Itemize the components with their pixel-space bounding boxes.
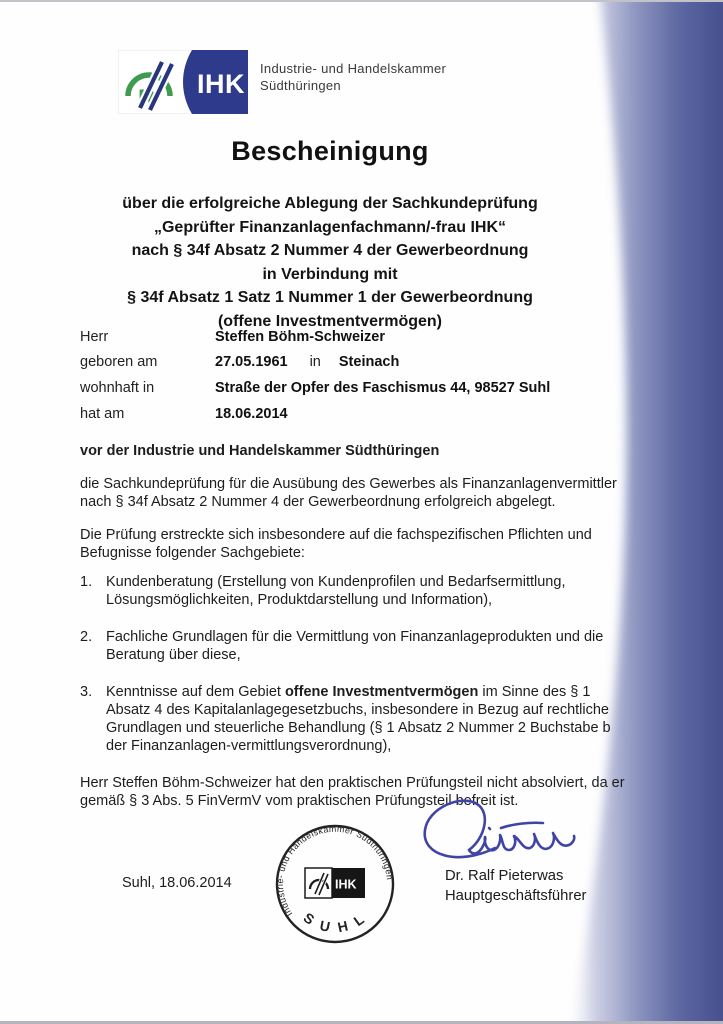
certificate-content	[0, 2, 723, 1024]
stamp-city-text: S U H L	[300, 909, 370, 936]
organization-line2: Südthüringen	[260, 78, 341, 93]
list-text-3-pre: Kenntnisse auf dem Gebiet	[106, 684, 285, 700]
ihk-logo-graphic	[118, 50, 248, 114]
personal-details	[80, 324, 550, 426]
list-item-3	[80, 683, 632, 755]
stamp-graphic	[260, 809, 410, 959]
detail-row-name	[80, 324, 550, 350]
stamp-center-logo	[305, 868, 365, 898]
label-born: geboren am	[80, 354, 158, 371]
paragraph-exam: die Sachkundeprüfung für die Ausübung des Gewerbes als Finanzanlagenvermittler nach § 34f Absatz 2 Nummer 4 der Gewerbeordnung erfolgreich abgelegt.	[80, 476, 617, 510]
subject-line-2: „Geprüfter Finanzanlagenfachmann/-frau IHK“	[153, 218, 507, 236]
certificate-body	[80, 442, 632, 825]
chamber-line: vor der Industrie und Handelskammer Südthüringen	[80, 443, 440, 459]
paragraph-scope: Die Prüfung erstreckte sich insbesondere auf die fachspezifischen Pflichten und Befugnisse folgender Sachgebiete:	[80, 527, 592, 561]
value-birthdate: 27.05.1961	[215, 354, 288, 371]
label-residence: wohnhaft in	[80, 379, 155, 396]
value-name: Steffen Böhm-Schweizer	[215, 328, 385, 345]
label-examdate: hat am	[80, 405, 125, 422]
detail-row-examdate	[80, 401, 550, 427]
list-text-3	[106, 683, 632, 755]
page-title: Bescheinigung	[231, 136, 429, 166]
stamp-ring-text: Industrie- und Handelskammer Südthüringen	[274, 823, 395, 919]
place-and-date: Suhl, 18.06.2014	[122, 875, 232, 891]
value-address: Straße der Opfer des Faschismus 44, 98527 Suhl	[215, 379, 551, 396]
detail-row-birth	[80, 350, 550, 376]
list-number-1: 1.	[80, 574, 93, 590]
organization-line1: Industrie- und Handelskammer	[260, 61, 447, 76]
subject-line-6: (offene Investmentvermögen)	[217, 312, 443, 330]
signer-name: Dr. Ralf Pieterwas	[445, 868, 564, 884]
certificate-subject	[0, 192, 660, 333]
subject-line-1: über die erfolgreiche Ablegung der Sachkundeprüfung	[122, 195, 538, 212]
list-text-3-bold: offene Investmentvermögen	[284, 684, 479, 700]
organization-name	[260, 60, 446, 94]
svg-text:R: R	[138, 85, 156, 112]
subject-line-5: § 34f Absatz 1 Satz 1 Nummer 1 der Gewerbeordnung	[127, 289, 533, 306]
list-text-1: Kundenberatung (Erstellung von Kundenprofilen und Bedarfsermittlung, Lösungsmöglichkeiten, Produktdarstellung und Information),	[106, 574, 566, 608]
ihk-logo	[118, 50, 248, 114]
value-birthplace: Steinach	[338, 354, 400, 371]
label-salutation: Herr	[80, 328, 109, 345]
paragraph-practical: Herr Steffen Böhm-Schweizer hat den praktischen Prüfungsteil nicht absolviert, da er gemäß § 3 Abs. 5 FinVermV vom praktischen Prüfungsteil befreit ist.	[80, 775, 625, 809]
subject-line-3: nach § 34f Absatz 2 Nummer 4 der Gewerbeordnung	[131, 242, 529, 259]
list-item-2	[80, 628, 632, 664]
signer-block	[445, 866, 586, 906]
label-in: in	[309, 354, 321, 371]
ihk-wordmark: IHK	[197, 69, 245, 99]
subject-line-4: in Verbindung mit	[262, 265, 398, 283]
value-examdate: 18.06.2014	[215, 405, 288, 422]
list-number-2: 2.	[80, 629, 93, 645]
list-item-1	[80, 573, 632, 609]
signer-title: Hauptgeschäftsführer	[445, 888, 587, 904]
list-number-3: 3.	[80, 684, 93, 700]
list-text-3-post: im Sinne des § 1 Absatz 4 des Kapitalanlagegesetzbuchs, insbesondere in Bezug auf rechtliche Grundlagen und steuerliche Behandlung (§ 1 Absatz 2 Nummer 2 Buchstabe b der Finanzanlagen-vermittlungsverordnung),	[106, 684, 611, 754]
stamp-ihk-wordmark: IHK	[335, 877, 357, 892]
official-stamp	[260, 809, 410, 959]
list-text-2: Fachliche Grundlagen für die Vermittlung von Finanzanlageprodukten und die Beratung über diese,	[106, 629, 604, 663]
detail-row-address	[80, 375, 550, 401]
